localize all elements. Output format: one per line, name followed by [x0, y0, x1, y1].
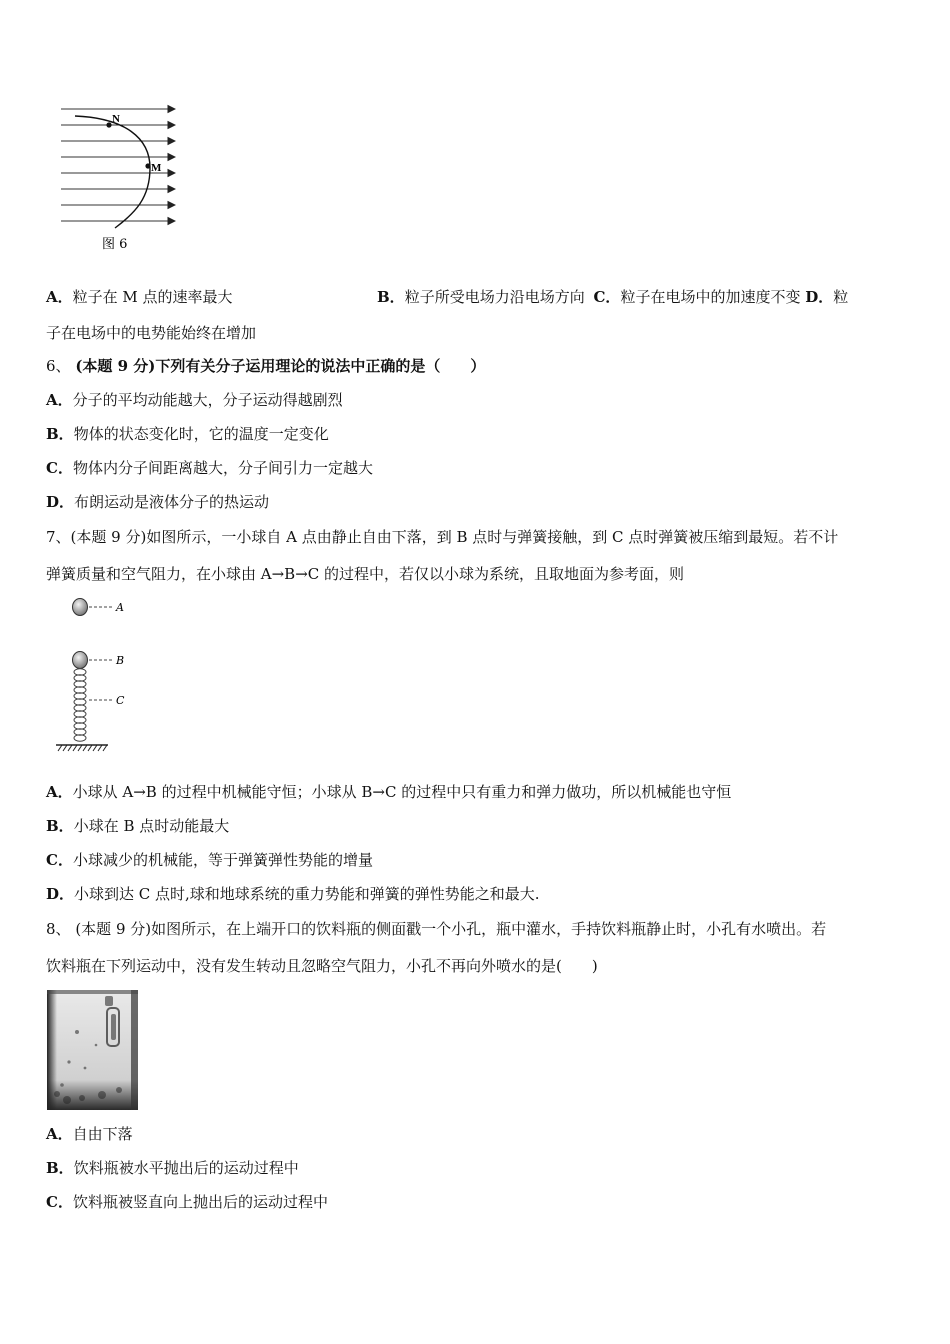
q5-option-d: D．粒 [805, 288, 849, 306]
q7-option-c: C．小球减少的机械能，等于弹簧弹性势能的增量 [46, 851, 373, 869]
q7-option-b: B．小球在 B 点时动能最大 [46, 817, 230, 835]
figure-caption: 图 6 [102, 237, 128, 252]
q5-option-a: A．粒子在 M 点的速率最大 [46, 288, 233, 306]
q8-option-a: A．自由下落 [46, 1125, 133, 1143]
q7-stem-line1: 7、(本题 9 分)如图所示，一小球自 A 点由静止自由下落，到 B 点时与弹簧接触，到 C 点时弹簧被压缩到最短。若不计 [46, 528, 839, 546]
q7-option-a: A．小球从 A→B 的过程中机械能守恒；小球从 B→C 的过程中只有重力和弹力做功，所以机械能也守恒 [46, 783, 732, 801]
label-c: C [116, 694, 125, 707]
label-n: N [112, 113, 120, 125]
figure-bottle-photo [47, 990, 138, 1110]
q6-option-c: C．物体内分子间距离越大，分子间引力一定越大 [46, 459, 373, 477]
figure-6-electric-field [55, 98, 185, 260]
q6-stem: 6、 (本题 9 分)下列有关分子运用理论的说法中正确的是（ ） [46, 357, 486, 375]
label-a: A [116, 601, 124, 614]
q5-option-c: C．粒子在电场中的加速度不变 [593, 288, 801, 306]
q5-option-d-cont: 子在电场中的电势能始终在增加 [46, 324, 257, 342]
q7-option-d: D．小球到达 C 点时,球和地球系统的重力势能和弹簧的弹性势能之和最大. [46, 885, 540, 903]
label-m: M [151, 162, 162, 174]
q5-option-b: B．粒子所受电场力沿电场方向 [377, 288, 585, 306]
q8-stem-line1: 8、 (本题 9 分)如图所示，在上端开口的饮料瓶的侧面戳一个小孔，瓶中灌水，手持饮料瓶静止时，小孔有水喷出。若 [46, 920, 827, 938]
q6-option-a: A．分子的平均动能越大，分子运动得越剧烈 [46, 391, 343, 409]
label-b: B [116, 654, 125, 667]
q8-option-c: C．饮料瓶被竖直向上抛出后的运动过程中 [46, 1193, 328, 1211]
q5-options-row [46, 286, 233, 307]
q8-stem-line2: 饮料瓶在下列运动中，没有发生转动且忽略空气阻力，小孔不再向外喷水的是( ) [46, 957, 598, 975]
q5-option-bcd [377, 286, 848, 307]
q6-option-d: D．布朗运动是液体分子的热运动 [46, 493, 270, 511]
q6-option-b: B．物体的状态变化时，它的温度一定变化 [46, 425, 329, 443]
q8-option-b: B．饮料瓶被水平抛出后的运动过程中 [46, 1159, 299, 1177]
q7-stem-line2: 弹簧质量和空气阻力，在小球由 A→B→C 的过程中，若仅以小球为系统，且取地面为参考面，则 [46, 565, 685, 583]
figure-ball-spring [52, 592, 142, 758]
